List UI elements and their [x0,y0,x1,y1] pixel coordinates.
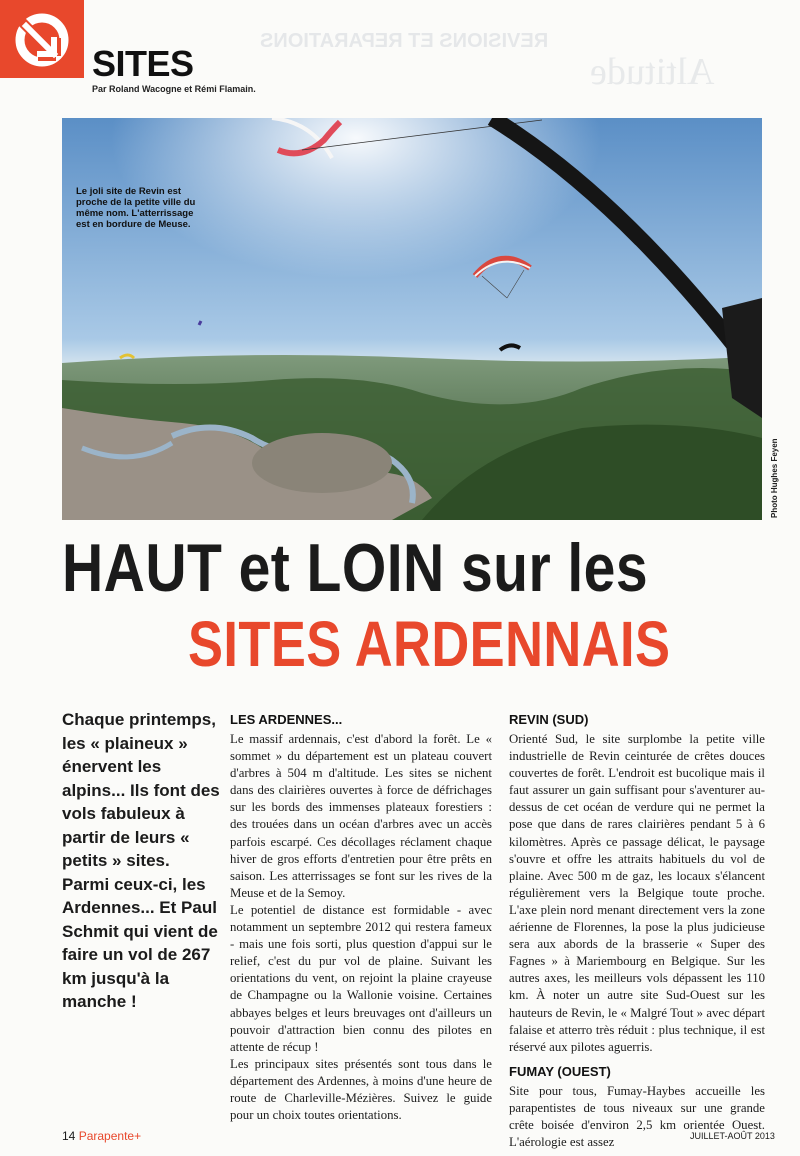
section-heading-revin: REVIN (SUD) [509,712,589,727]
photo-caption: Le joli site de Revin est proche de la petite ville du même nom. L'atterrissage est en bordure de Meuse. [76,186,196,230]
hero-photo [62,118,762,520]
section-heading-fumay: FUMAY (OUEST) [509,1063,611,1079]
issue-date: JUILLET-AOÛT 2013 [690,1131,775,1141]
page-footer-left [62,1129,141,1143]
magazine-brand: Parapente+ [78,1129,142,1143]
intro-paragraph: Chaque printemps, les « plaineux » énervent les alpins... Ils font des vols fabuleux à partir de leurs « petits » sites. Parmi ceux-ci, les Ardennes... Et Paul Schmit qui vient de faire un vol de 267 km jusqu'à la manche ! [62,710,220,1011]
section-logo [0,0,84,78]
ardennes-paragraph-3: Les principaux sites présentés sont tous dans le département des Ardennes, à moins d'une heure de route de Charleville-Mézières. Suivez le guide pour un choix toutes orientations. [230,1056,492,1123]
revin-paragraph: Orienté Sud, le site surplombe la petite ville industrielle de Revin ceinturée de crêtes douces couvertes de forêt. L'endroit est bucolique mais il faut assurer un gain suffisant pour s'aventurer au-dessus de cet océan de verdure qui ne permet la pose que dans de rares clairières pendant 5 à 6 kilomètres. Après ce passage délicat, le paysage s'ouvre et offre les attraits habituels du vol de plaine. Avec 500 m de gaz, les locaux s'élancent régulièrement vers la Belgique toute proche. L'axe plein nord menant directement vers la zone aérienne de Florennes, la pose la plus judicieuse sera aux abords de la brasserie « Super des Fagnes » à Mariembourg en Belgique. Sur les autres axes, les meilleurs vols dépassent les 110 km. À noter un autre site Sud-Ouest sur les hauteurs de Revin, le « Malgré Tout » avec départ falaise et atterro très réduit : plus technique, il est réservé aux pilotes aguerris. [509,732,765,1054]
section-title: SITES [92,43,194,84]
arrow-icon [12,10,72,70]
page-number: 14 [62,1129,76,1143]
column-sites [509,712,765,1151]
show-through-text: REVISIONS ET REPARATIONS [260,30,549,52]
column-ardennes [230,712,492,1124]
photo-credit: Photo Hughes Feyen [770,438,779,518]
ardennes-paragraph-2: Le potentiel de distance est formidable - avec notamment un septembre 2012 qui restera fameux - mais une fois sorti, plus question d'appui sur le relief, c'est du pur vol de plaine. Suivant les orientations du vent, on rejoint la plaine crayeuse de Champagne ou la Wallonie voisine. Certaines abbayes belges et leurs breuvages ont d'ailleurs un pouvoir d'attraction bien connu des pilotes en attente de récup ! [230,902,492,1054]
ardennes-paragraph-1: Le massif ardennais, c'est d'abord la forêt. Le « sommet » du département est un plateau couvert d'arbres à 504 m d'altitude. Les sites se nichent dans des clairières ouvertes à force de défrichages sur les bords des immenses plateaux forestiers : des trouées dans un océan d'arbres avec un accès parfois escarpé. Ces décollages réclament chaque hiver de gros efforts d'entretien pour être prêts en saison. Les atterrissages se font sur les rives de la Meuse et de la Semoy. [230,732,492,900]
headline-line-1: HAUT et LOIN sur les [62,530,649,606]
section-heading-ardennes: LES ARDENNES... [230,712,343,727]
headline-line-2: SITES ARDENNAIS [188,608,671,680]
show-through-text-2: Altitude [590,51,715,93]
byline: Par Roland Wacogne et Rémi Flamain. [92,84,256,94]
fumay-paragraph: Site pour tous, Fumay-Haybes accueille les parapentistes de tous niveaux sur une grande crête boisée d'environ 2,5 km orientée Ouest. L'aérologie est assez [509,1083,765,1150]
